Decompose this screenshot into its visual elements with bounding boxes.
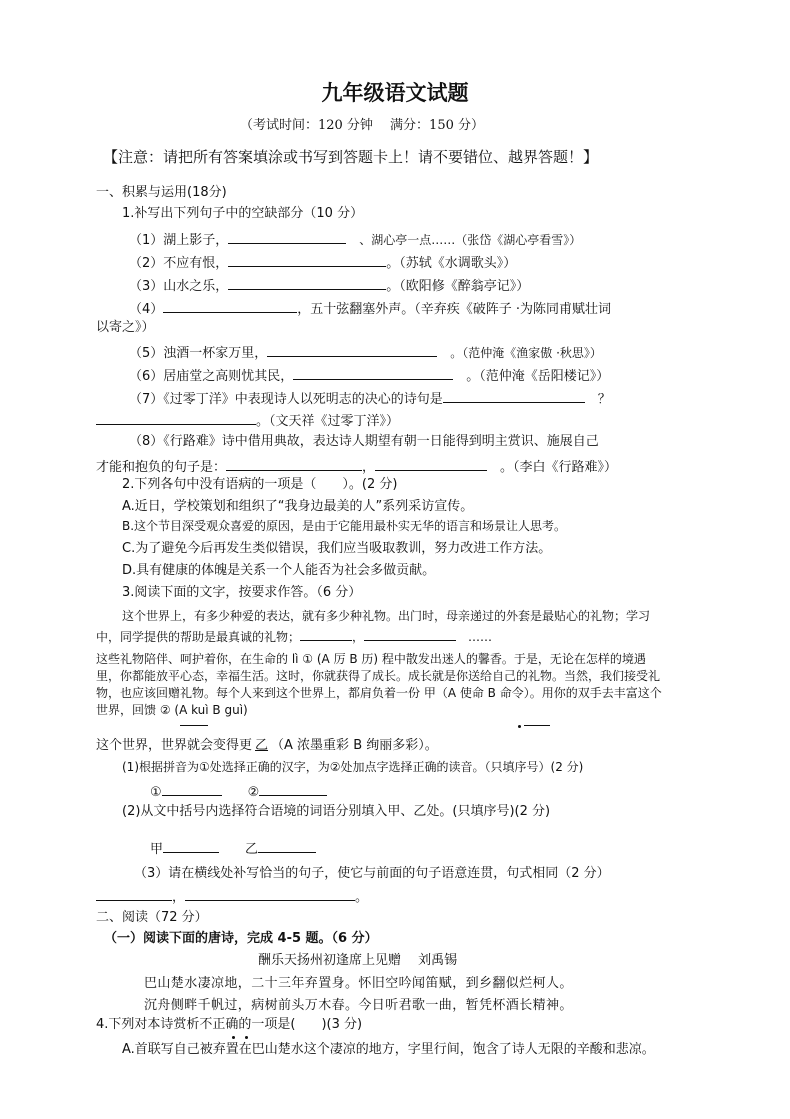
q2-option-d: D.具有健康的体魄是关系一个人能否为社会多做贡献。 xyxy=(122,563,436,578)
page-title: 九年级语文试题 xyxy=(321,81,469,105)
q3-stem: 3.阅读下面的文字，按要求作答。（6 分） xyxy=(122,585,362,600)
emphasis-dot xyxy=(518,725,521,728)
q4-stem: 4.下列对本诗赏析不正确的一项是( )(3 分) xyxy=(96,1017,363,1032)
q2-stem: 2.下列各句中没有语病的一项是（ ）。(2 分) xyxy=(122,477,398,492)
q3-passage-line-4: 里，你都能放平心态，幸福生活。这时，你就获得了成长。成长就是你送给自己的礼物。当然，我们接受礼 xyxy=(96,669,661,683)
q4-option-a: A.首联写自己被弃置在巴山楚水这个凄凉的地方，字里行间，饱含了诗人无限的辛酸和悲凉。 xyxy=(122,1042,655,1057)
q2-option-c: C.为了避免今后再发生类似错误，我们应当吸取教训，努力改进工作方法。 xyxy=(122,541,552,556)
q3-sub-3: （3）请在横线处补写恰当的句子，使它与前面的句子语意连贯，句式相同（2 分） xyxy=(134,866,610,881)
section-2-heading: 二、阅读（72 分） xyxy=(96,910,208,925)
q3-sub-1-answers: ① ② xyxy=(150,782,327,801)
q3-passage-line-7: 这个世界，世界就会变得更 乙 （A 浓墨重彩 B 绚丽多彩）。 xyxy=(96,738,438,753)
q2-option-b: B.这个节目深受观众喜爱的原因，是由于它能用最朴实无华的语言和场景让人思考。 xyxy=(122,519,567,533)
q1-stem: 1.补写出下列句子中的空缺部分（10 分） xyxy=(122,206,364,221)
q3-passage-line-2: 中，同学提供的帮助是最真诚的礼物； ， …… xyxy=(96,627,492,645)
q1-line-7: （7）《过零丁洋》中表现诗人以死明志的决心的诗句是 ？ xyxy=(129,389,611,408)
exam-time-line: （考试时间：120 分钟 满分：150 分） xyxy=(239,118,485,133)
q3-sub-2: (2)从文中括号内选择符合语境的词语分别填入甲、乙处。(只填序号)(2 分) xyxy=(122,804,551,819)
q1-line-2: （2）不应有恨， 。（苏轼《水调歌头》） xyxy=(129,253,516,272)
q3-passage-line-6: 世界，回馈 ② (A kuì B guì) xyxy=(96,703,248,717)
q2-option-a: A.近日，学校策划和组织了“我身边最美的人”系列采访宣传。 xyxy=(122,499,474,514)
q1-line-1: （1）湖上影子， 、湖心亭一点……（张岱《湖心亭看雪》） xyxy=(129,230,581,249)
q1-line-5: （5）浊酒一杯家万里， 。（范仲淹《渔家傲 ·秋思》） xyxy=(129,343,602,362)
poem-line-2: 沉舟侧畔千帆过，病树前头万木春。今日听君歌一曲，暂凭杯酒长精神。 xyxy=(144,998,573,1013)
blank-line xyxy=(524,725,550,726)
q1-line-6: （6）居庙堂之高则忧其民， 。（范仲淹《岳阳楼记》） xyxy=(129,366,609,385)
q3-passage-line-3: 这些礼物陪伴、呵护着你，在生命的 lì ① (A 厉 B 历) 程中散发出迷人的馨香。于是，无论在怎样的境遇 xyxy=(96,652,646,666)
q1-line-8: （8）《行路难》诗中借用典故，表达诗人期望有朝一日能得到明主赏识、施展自己 xyxy=(129,434,599,449)
reading-part-1-heading: （一）阅读下面的唐诗，完成 4-5 题。（6 分） xyxy=(104,931,378,946)
answer-notice: 【注意：请把所有答案填涂或书写到答题卡上！请不要错位、越界答题！】 xyxy=(103,148,599,166)
q1-line-4: （4） ，五十弦翻塞外声。（辛弃疾《破阵子 ·为陈同甫赋壮词 xyxy=(129,299,611,318)
q3-sub-2-answers: 甲 乙 xyxy=(150,839,316,858)
poem-line-1: 巴山楚水凄凉地，二十三年弃置身。怀旧空吟闻笛赋，到乡翻似烂柯人。 xyxy=(144,976,573,991)
q1-line-3: （3）山水之乐， 。（欧阳修《醉翁亭记》） xyxy=(129,276,529,295)
blank-line xyxy=(180,725,208,726)
q3-sub-1: (1)根据拼音为①处选择正确的汉字，为②处加点字选择正确的读音。（只填序号）(2 分) xyxy=(122,760,584,774)
q3-passage-line-1: 这个世界上，有多少种爱的表达，就有多少种礼物。出门时，母亲递过的外套是最贴心的礼物；学习 xyxy=(122,609,651,623)
emphasis-dot xyxy=(232,1036,235,1039)
q1-line-7-cont: 。（文天祥《过零丁洋》） xyxy=(96,411,399,430)
q3-passage-line-5: 物，也应该回赠礼物。每个人来到这个世界上，都肩负着一份 甲（A 使命 B 命令）。用你的双手去丰富这个 xyxy=(96,686,662,700)
q1-line-8-cont: 才能和抱负的句子是： ， 。（李白《行路难》） xyxy=(96,457,617,476)
q3-sub-3-answers: ， 。 xyxy=(96,887,368,906)
emphasis-dot xyxy=(245,1036,248,1039)
q1-line-4-cont: 以寄之》） xyxy=(96,320,155,335)
poem-title: 酬乐天扬州初逢席上见赠 刘禹锡 xyxy=(258,953,458,968)
section-1-heading: 一、积累与运用(18分) xyxy=(96,185,227,200)
